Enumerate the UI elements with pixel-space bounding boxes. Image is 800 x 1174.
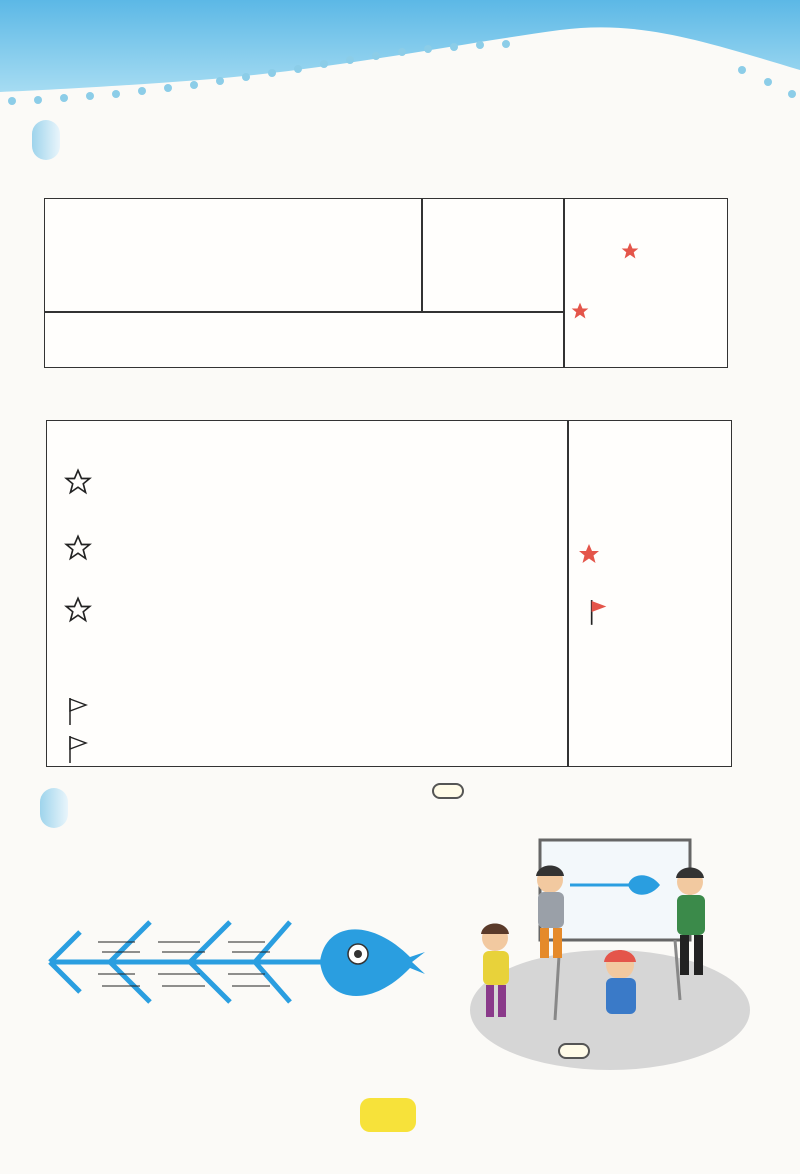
i-know-table: [44, 198, 728, 368]
flags-got-line: [588, 596, 610, 626]
i-can-table: [46, 420, 732, 767]
star-icon: [620, 241, 640, 261]
unit-title: [522, 24, 530, 89]
outline-flag-icon: [66, 696, 90, 726]
table-divider: [44, 311, 564, 313]
stars-got-line: [577, 538, 601, 568]
star-total: [620, 235, 640, 265]
outline-star-icon: [64, 596, 92, 624]
table-divider: [567, 420, 569, 767]
fish-bone-chart: [40, 862, 440, 1082]
page-header: [0, 0, 800, 130]
table-divider: [563, 198, 565, 368]
star-icon: [570, 301, 590, 321]
sky-banner: [0, 0, 800, 130]
table-divider: [421, 198, 423, 312]
speech-bubble-top: [432, 783, 464, 799]
star-icon: [577, 542, 601, 566]
stars-got-line: [570, 295, 590, 325]
page-number: [360, 1098, 416, 1132]
red-flag-icon: [588, 598, 610, 626]
children-illustration: [460, 820, 760, 1070]
outline-star-icon: [64, 534, 92, 562]
speech-bubble-bottom: [558, 1043, 590, 1059]
section-check-it-heading: [32, 120, 60, 160]
section-learn-heading: [40, 788, 68, 828]
outline-star-icon: [64, 468, 92, 496]
outline-flag-icon: [66, 734, 90, 764]
